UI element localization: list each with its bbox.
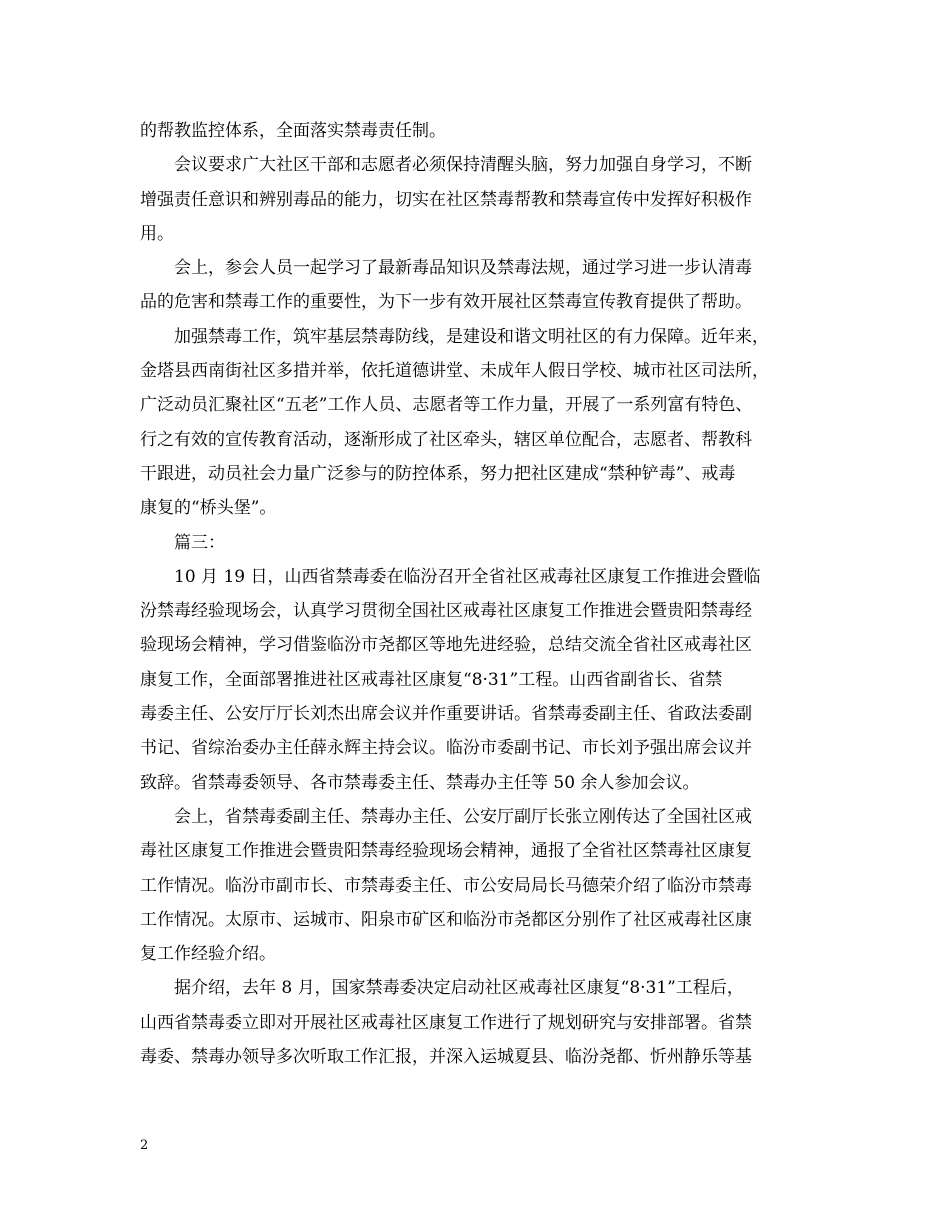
paragraph-community-efforts: 加强禁毒工作，筑牢基层禁毒防线，是建设和谐文明社区的有力保障。近年来， 金塔县西南街社区多措并举，依托道德讲堂、未成年人假日学校、城市社区司法所， 广泛动员汇聚社区“五老”工作人员、志愿者等工作力量，开展了一系列富有特色、 行之有效的宣传教育活动，逐渐形成了社区牵头，辖区单位配合，志愿者、帮教科 干跟进，动员社会力量广泛参与的防控体系，努力把社区建成“禁种铲毒”、戒毒 康复的“桥头堡”。: [140, 326, 769, 519]
paragraph-continuation: 的帮教监控体系，全面落实禁毒责任制。: [140, 121, 446, 141]
section-heading-part-three: 篇三：: [174, 532, 225, 553]
page-number: 2: [140, 1138, 149, 1153]
paragraph-meeting-requirements: 会议要求广大社区干部和志愿者必须保持清醒头脑，努力加强自身学习，不断 增强责任意识和辨别毒品的能力，切实在社区禁毒帮教和禁毒宣传中发挥好积极作 用。: [140, 155, 752, 244]
document-body: [140, 114, 832, 1074]
paragraph-meeting-reports: 会上，省禁毒委副主任、禁毒办主任、公安厅副厅长张立刚传达了全国社区戒 毒社区康复工作推进会暨贵阳禁毒经验现场会精神，通报了全省社区禁毒社区康复 工作情况。临汾市副市长、市禁毒委主任、市公安局局长马德荣介绍了临汾市禁毒 工作情况。太原市、运城市、阳泉市矿区和临汾市尧都区分别作了社区戒毒社区康 复工作经验介绍。: [140, 806, 752, 965]
paragraph-background: 据介绍，去年 8 月，国家禁毒委决定启动社区戒毒社区康复“8·31”工程后， 山西省禁毒委立即对开展社区戒毒社区康复工作进行了规划研究与安排部署。省禁 毒委、禁毒办领导多次听取工作汇报，并深入运城夏县、临汾尧都、忻州静乐等基: [140, 978, 752, 1068]
paragraph-shanxi-meeting: 10 月 19 日，山西省禁毒委在临汾召开全省社区戒毒社区康复工作推进会暨临 汾禁毒经验现场会，认真学习贯彻全国社区戒毒社区康复工作推进会暨贵阳禁毒经 验现场会精神，学习借鉴临汾市尧都区等地先进经验，总结交流全省社区戒毒社区 康复工作，全面部署推进社区戒毒社区康复“8·31”工程。山西省副省长、省禁 毒委主任、公安厅厅长刘杰出席会议并作重要讲话。省禁毒委副主任、省政法委副 书记、省综治委办主任薛永辉主持会议。临汾市委副书记、市长刘予强出席会议并 致辞。省禁毒委领导、各市禁毒委主任、禁毒办主任等 50 余人参加会议。: [140, 566, 761, 793]
paragraph-study-session: 会上，参会人员一起学习了最新毒品知识及禁毒法规，通过学习进一步认清毒 品的危害和禁毒工作的重要性，为下一步有效开展社区禁毒宣传教育提供了帮助。: [140, 258, 752, 313]
